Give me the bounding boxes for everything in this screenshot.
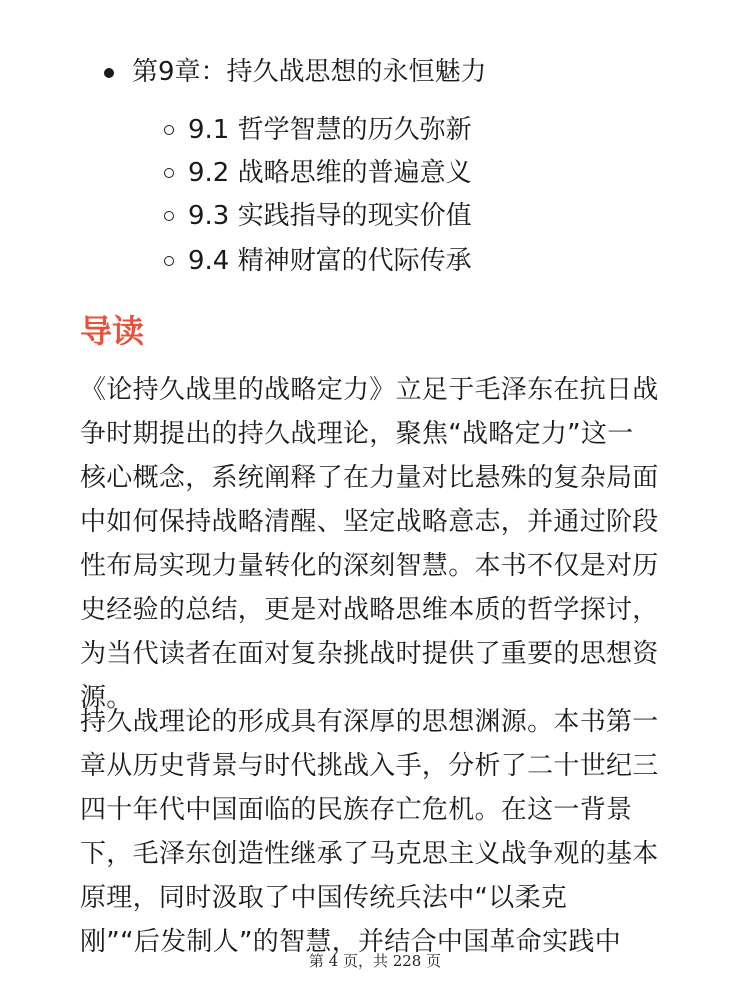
- bullet-circle-icon: [164, 125, 174, 135]
- paragraph-line: 史经验的总结，更是对战略思维本质的哲学探讨，: [80, 595, 659, 625]
- paragraph-line: 下，毛泽东创造性继承了马克思主义战争观的基本: [80, 839, 659, 869]
- bullet-dot-icon: [104, 68, 114, 78]
- paragraph-line: 源。: [80, 683, 133, 713]
- bullet-circle-icon: [164, 211, 174, 221]
- chapter-title: 第9章：持久战思想的永恒魅力: [132, 57, 487, 87]
- paragraph-line: 争时期提出的持久战理论，聚焦“战略定力”这一: [80, 419, 634, 449]
- section-title: 9.4 精神财富的代际传承: [188, 246, 472, 276]
- paragraph-line: 《论持久战里的战略定力》立足于毛泽东在抗日战: [80, 375, 659, 405]
- section-title: 9.2 战略思维的普遍意义: [188, 158, 472, 188]
- paragraph-line: 章从历史背景与时代挑战入手，分析了二十世纪三: [80, 751, 659, 781]
- section-title: 9.1 哲学智慧的历久弥新: [188, 115, 472, 145]
- bullet-circle-icon: [164, 256, 174, 266]
- paragraph-line: 为当代读者在面对复杂挑战时提供了重要的思想资: [80, 639, 659, 669]
- paragraph-line: 刚”“后发制人”的智慧，并结合中国革命实践中: [80, 927, 622, 957]
- paragraph-line: 核心概念，系统阐释了在力量对比悬殊的复杂局面: [80, 463, 659, 493]
- page-number-footer: 第 4 页，共 228 页: [308, 952, 442, 970]
- paragraph-line: 中如何保持战略清醒、坚定战略意志，并通过阶段: [80, 507, 659, 537]
- paragraph-line: 性布局实现力量转化的深刻智慧。本书不仅是对历: [80, 551, 659, 581]
- paragraph-line: 持久战理论的形成具有深厚的思想渊源。本书第一: [80, 707, 659, 737]
- section-heading: 导读: [80, 312, 145, 350]
- paragraph-line: 四十年代中国面临的民族存亡危机。在这一背景: [80, 795, 633, 825]
- paragraph-origin: [80, 700, 680, 964]
- paragraph-intro: [80, 368, 680, 720]
- paragraph-line: 原理，同时汲取了中国传统兵法中“以柔克: [80, 883, 568, 913]
- bullet-circle-icon: [164, 168, 174, 178]
- section-title: 9.3 实践指导的现实价值: [188, 201, 472, 231]
